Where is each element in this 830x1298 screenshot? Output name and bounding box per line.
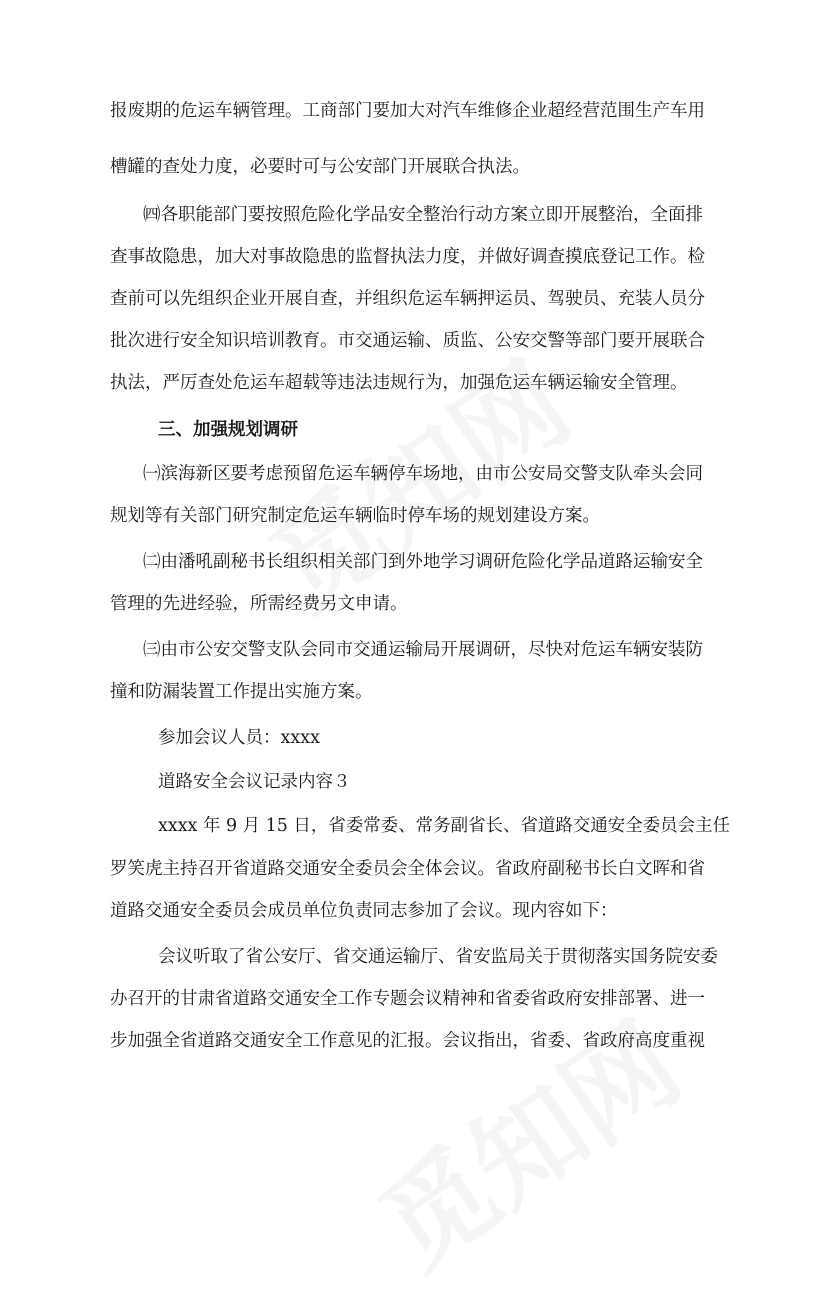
paragraph-line: 管理的先进经验，所需经费另文申请。 [110,594,408,614]
paragraph-line: xxxx 年 9 月 15 日，省委常委、常务副省长、省道路交通安全委员会主任 [158,816,731,836]
paragraph-line: 罗笑虎主持召开省道路交通安全委员会全体会议。省政府副秘书长白文晖和省 [110,859,705,879]
attendees-line: 参加会议人员：xxxx [158,728,320,748]
paragraph-line: 步加强全省道路交通安全工作意见的汇报。会议指出，省委、省政府高度重视 [110,1031,705,1051]
paragraph-line: 撞和防漏装置工作提出实施方案。 [110,682,373,702]
paragraph-line: ㈢由市公安交警支队会同市交通运输局开展调研，尽快对危运车辆安装防 [143,640,703,660]
watermark [345,980,706,1298]
paragraph-line: 办召开的甘肃省道路交通安全工作专题会议精神和省委省政府安排部署、进一 [110,989,705,1009]
paragraph-line: 查前可以先组织企业开展自查，并组织危运车辆押运员、驾驶员、充装人员分 [110,289,705,309]
paragraph-line: ㈡由潘吼副秘书长组织相关部门到外地学习调研危险化学品道路运输安全 [143,552,703,572]
paragraph-line: 批次进行安全知识培训教育。市交通运输、质监、公安交警等部门要开展联合 [110,331,705,351]
paragraph-line: ㈣各职能部门要按照危险化学品安全整治行动方案立即开展整治，全面排 [143,205,703,225]
paragraph-line: 报废期的危运车辆管理。工商部门要加大对汽车维修企业超经营范围生产车用 [110,101,705,121]
paragraph-line: ㈠滨海新区要考虑预留危运车辆停车场地，由市公安局交警支队牵头会同 [143,464,703,484]
paragraph-line: 规划等有关部门研究制定危运车辆临时停车场的规划建设方案。 [110,506,600,526]
paragraph-line: 会议听取了省公安厅、省交通运输厅、省安监局关于贯彻落实国务院安委 [158,947,718,967]
paragraph-line: 执法，严厉查处危运车超载等违法违规行为，加强危运车辆运输安全管理。 [110,373,688,393]
paragraph-line: 道路交通安全委员会成员单位负责同志参加了会议。现内容如下： [110,901,618,921]
section-heading: 三、加强规划调研 [158,420,298,440]
paragraph-line: 槽罐的查处力度，必要时可与公安部门开展联合执法。 [110,157,530,177]
paragraph-line: 查事故隐患，加大对事故隐患的监督执法力度，并做好调查摸底登记工作。检 [110,247,705,267]
record-title: 道路安全会议记录内容３ [158,772,351,792]
